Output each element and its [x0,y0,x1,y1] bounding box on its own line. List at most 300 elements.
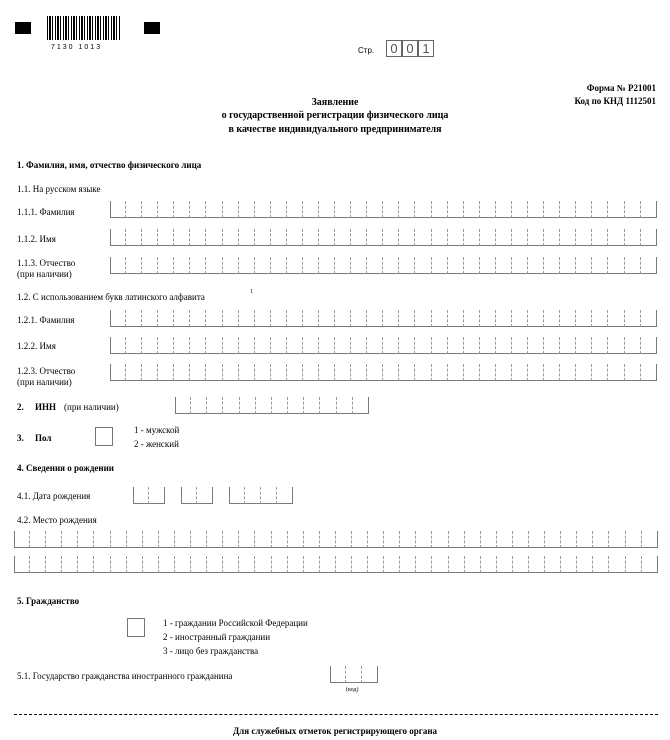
char-cell[interactable] [512,201,528,218]
char-cell[interactable] [415,337,431,354]
char-cell[interactable] [416,531,432,548]
char-cell[interactable] [529,531,545,548]
char-cell[interactable] [142,337,158,354]
char-cell[interactable] [432,201,448,218]
char-cell[interactable] [383,364,399,381]
char-cell[interactable] [367,337,383,354]
char-cell[interactable] [383,201,399,218]
char-cell[interactable] [272,397,288,414]
char-cell[interactable] [529,556,545,573]
page-number-cells[interactable] [386,40,434,57]
char-cell[interactable] [206,229,222,246]
char-cell[interactable] [320,556,336,573]
char-cell[interactable] [255,337,271,354]
char-cell[interactable] [174,201,190,218]
char-cell[interactable] [512,364,528,381]
char-cell[interactable] [561,531,577,548]
char-cell[interactable] [496,257,512,274]
char-cell[interactable] [415,229,431,246]
char-cell[interactable] [399,257,415,274]
char-cell[interactable] [362,666,378,683]
char-cell[interactable] [465,531,481,548]
birth-place-field-row2[interactable] [14,556,658,573]
char-cell[interactable] [353,397,369,414]
char-cell[interactable] [255,257,271,274]
char-cell[interactable] [30,556,46,573]
char-cell[interactable] [577,531,593,548]
char-cell[interactable] [126,229,142,246]
char-cell[interactable] [399,201,415,218]
char-cell[interactable] [175,397,191,414]
char-cell[interactable] [62,531,78,548]
char-cell[interactable] [288,556,304,573]
char-cell[interactable] [448,257,464,274]
char-cell[interactable] [335,337,351,354]
char-cell[interactable] [190,257,206,274]
char-cell[interactable] [592,201,608,218]
char-cell[interactable] [174,364,190,381]
char-cell[interactable] [288,531,304,548]
char-cell[interactable] [181,487,197,504]
foreign-state-code-field[interactable] [330,666,378,683]
char-cell[interactable] [277,487,293,504]
char-cell[interactable] [272,531,288,548]
char-cell[interactable] [576,337,592,354]
char-cell[interactable] [78,531,94,548]
char-cell[interactable] [592,310,608,327]
char-cell[interactable] [641,257,657,274]
char-cell[interactable] [223,364,239,381]
char-cell[interactable] [642,531,658,548]
char-cell[interactable] [287,257,303,274]
char-cell[interactable] [464,257,480,274]
char-cell[interactable] [415,257,431,274]
char-cell[interactable] [190,310,206,327]
char-cell[interactable] [62,556,78,573]
char-cell[interactable] [206,364,222,381]
char-cell[interactable] [143,556,159,573]
char-cell[interactable] [528,229,544,246]
char-cell[interactable] [625,337,641,354]
char-cell[interactable] [158,337,174,354]
char-cell[interactable] [207,397,223,414]
char-cell[interactable] [481,531,497,548]
char-cell[interactable] [191,556,207,573]
char-cell[interactable] [399,364,415,381]
char-cell[interactable] [303,201,319,218]
char-cell[interactable] [367,201,383,218]
char-cell[interactable] [544,229,560,246]
char-cell[interactable] [94,531,110,548]
char-cell[interactable] [271,201,287,218]
sex-field[interactable] [95,427,113,446]
char-cell[interactable] [528,364,544,381]
char-cell[interactable] [544,257,560,274]
char-cell[interactable] [190,364,206,381]
char-cell[interactable] [609,531,625,548]
char-cell[interactable] [111,531,127,548]
page-digit-cell[interactable] [402,40,418,57]
char-cell[interactable] [159,531,175,548]
char-cell[interactable] [223,337,239,354]
char-cell[interactable] [206,201,222,218]
char-cell[interactable] [513,531,529,548]
char-cell[interactable] [303,229,319,246]
char-cell[interactable] [206,337,222,354]
char-cell[interactable] [158,257,174,274]
char-cell[interactable] [496,229,512,246]
char-cell[interactable] [190,201,206,218]
char-cell[interactable] [400,531,416,548]
char-cell[interactable] [432,556,448,573]
char-cell[interactable] [399,310,415,327]
char-cell[interactable] [449,531,465,548]
char-cell[interactable] [256,397,272,414]
char-cell[interactable] [46,556,62,573]
char-cell[interactable] [481,556,497,573]
char-cell[interactable] [239,364,255,381]
char-cell[interactable] [528,257,544,274]
char-cell[interactable] [383,257,399,274]
char-cell[interactable] [449,556,465,573]
char-cell[interactable] [207,531,223,548]
char-cell[interactable] [545,556,561,573]
char-cell[interactable] [480,364,496,381]
char-cell[interactable] [175,556,191,573]
char-cell[interactable] [303,337,319,354]
name-ru-field[interactable] [110,229,657,246]
char-cell[interactable] [271,364,287,381]
char-cell[interactable] [303,364,319,381]
char-cell[interactable] [110,229,126,246]
char-cell[interactable] [544,201,560,218]
char-cell[interactable] [287,229,303,246]
char-cell[interactable] [319,337,335,354]
char-cell[interactable] [432,531,448,548]
char-cell[interactable] [303,257,319,274]
char-cell[interactable] [448,201,464,218]
name-lat-field[interactable] [110,337,657,354]
char-cell[interactable] [465,556,481,573]
char-cell[interactable] [14,531,30,548]
char-cell[interactable] [14,556,30,573]
char-cell[interactable] [303,310,319,327]
char-cell[interactable] [480,201,496,218]
char-cell[interactable] [544,337,560,354]
char-cell[interactable] [608,364,624,381]
page-digit-cell[interactable] [418,40,434,57]
char-cell[interactable] [110,310,126,327]
char-cell[interactable] [351,229,367,246]
char-cell[interactable] [545,531,561,548]
char-cell[interactable] [158,229,174,246]
char-cell[interactable] [336,556,352,573]
char-cell[interactable] [528,337,544,354]
char-cell[interactable] [261,487,277,504]
char-cell[interactable] [127,531,143,548]
char-cell[interactable] [496,310,512,327]
char-cell[interactable] [464,310,480,327]
char-cell[interactable] [240,397,256,414]
char-cell[interactable] [641,337,657,354]
char-cell[interactable] [229,487,245,504]
char-cell[interactable] [592,229,608,246]
char-cell[interactable] [641,364,657,381]
char-cell[interactable] [239,310,255,327]
char-cell[interactable] [351,257,367,274]
char-cell[interactable] [480,337,496,354]
page-digit-cell[interactable] [386,40,402,57]
char-cell[interactable] [320,531,336,548]
char-cell[interactable] [126,257,142,274]
char-cell[interactable] [497,531,513,548]
char-cell[interactable] [158,201,174,218]
char-cell[interactable] [223,201,239,218]
char-cell[interactable] [367,229,383,246]
char-cell[interactable] [641,310,657,327]
char-cell[interactable] [496,337,512,354]
char-cell[interactable] [272,556,288,573]
char-cell[interactable] [480,229,496,246]
char-cell[interactable] [149,487,165,504]
char-cell[interactable] [287,310,303,327]
char-cell[interactable] [239,229,255,246]
char-cell[interactable] [110,201,126,218]
char-cell[interactable] [319,257,335,274]
char-cell[interactable] [158,364,174,381]
char-cell[interactable] [110,337,126,354]
char-cell[interactable] [593,556,609,573]
char-cell[interactable] [560,201,576,218]
char-cell[interactable] [271,229,287,246]
char-cell[interactable] [544,310,560,327]
char-cell[interactable] [448,310,464,327]
char-cell[interactable] [304,531,320,548]
char-cell[interactable] [496,201,512,218]
char-cell[interactable] [319,310,335,327]
patronymic-lat-field[interactable] [110,364,657,381]
char-cell[interactable] [271,257,287,274]
char-cell[interactable] [625,310,641,327]
char-cell[interactable] [641,229,657,246]
char-cell[interactable] [319,201,335,218]
char-cell[interactable] [287,337,303,354]
char-cell[interactable] [191,397,207,414]
char-cell[interactable] [255,531,271,548]
char-cell[interactable] [544,364,560,381]
char-cell[interactable] [367,257,383,274]
char-cell[interactable] [464,364,480,381]
char-cell[interactable] [127,556,143,573]
patronymic-ru-field[interactable] [110,257,657,274]
char-cell[interactable] [626,531,642,548]
char-cell[interactable] [368,531,384,548]
char-cell[interactable] [497,556,513,573]
char-cell[interactable] [576,201,592,218]
char-cell[interactable] [207,556,223,573]
char-cell[interactable] [190,337,206,354]
inn-field[interactable] [175,397,369,414]
char-cell[interactable] [608,201,624,218]
char-cell[interactable] [206,310,222,327]
char-cell[interactable] [126,364,142,381]
char-cell[interactable] [626,556,642,573]
surname-lat-field[interactable] [110,310,657,327]
char-cell[interactable] [174,229,190,246]
char-cell[interactable] [464,337,480,354]
char-cell[interactable] [142,229,158,246]
char-cell[interactable] [512,229,528,246]
char-cell[interactable] [625,201,641,218]
char-cell[interactable] [399,229,415,246]
char-cell[interactable] [448,364,464,381]
char-cell[interactable] [197,487,213,504]
char-cell[interactable] [608,337,624,354]
char-cell[interactable] [512,310,528,327]
char-cell[interactable] [352,531,368,548]
char-cell[interactable] [528,310,544,327]
char-cell[interactable] [560,257,576,274]
char-cell[interactable] [110,364,126,381]
char-cell[interactable] [464,229,480,246]
char-cell[interactable] [432,229,448,246]
char-cell[interactable] [336,531,352,548]
char-cell[interactable] [239,337,255,354]
char-cell[interactable] [496,364,512,381]
char-cell[interactable] [239,257,255,274]
char-cell[interactable] [593,531,609,548]
char-cell[interactable] [641,201,657,218]
birth-day-field[interactable] [133,487,165,504]
char-cell[interactable] [143,531,159,548]
char-cell[interactable] [126,337,142,354]
char-cell[interactable] [480,257,496,274]
char-cell[interactable] [448,229,464,246]
char-cell[interactable] [133,487,149,504]
char-cell[interactable] [432,364,448,381]
char-cell[interactable] [528,201,544,218]
char-cell[interactable] [335,257,351,274]
char-cell[interactable] [383,337,399,354]
char-cell[interactable] [352,556,368,573]
char-cell[interactable] [30,531,46,548]
char-cell[interactable] [335,201,351,218]
char-cell[interactable] [432,337,448,354]
char-cell[interactable] [368,556,384,573]
char-cell[interactable] [46,531,62,548]
char-cell[interactable] [78,556,94,573]
char-cell[interactable] [255,310,271,327]
char-cell[interactable] [576,310,592,327]
char-cell[interactable] [335,229,351,246]
char-cell[interactable] [415,364,431,381]
char-cell[interactable] [223,310,239,327]
char-cell[interactable] [642,556,658,573]
char-cell[interactable] [560,310,576,327]
char-cell[interactable] [561,556,577,573]
char-cell[interactable] [609,556,625,573]
char-cell[interactable] [288,397,304,414]
char-cell[interactable] [111,556,127,573]
char-cell[interactable] [400,556,416,573]
char-cell[interactable] [304,556,320,573]
char-cell[interactable] [223,257,239,274]
char-cell[interactable] [480,310,496,327]
char-cell[interactable] [513,556,529,573]
char-cell[interactable] [126,201,142,218]
birth-year-field[interactable] [229,487,293,504]
char-cell[interactable] [271,310,287,327]
char-cell[interactable] [174,257,190,274]
char-cell[interactable] [512,257,528,274]
char-cell[interactable] [206,257,222,274]
char-cell[interactable] [576,364,592,381]
char-cell[interactable] [142,310,158,327]
char-cell[interactable] [245,487,261,504]
char-cell[interactable] [432,257,448,274]
birth-month-field[interactable] [181,487,213,504]
char-cell[interactable] [175,531,191,548]
char-cell[interactable] [592,337,608,354]
char-cell[interactable] [304,397,320,414]
char-cell[interactable] [190,229,206,246]
char-cell[interactable] [126,310,142,327]
birth-place-field-row1[interactable] [14,531,658,548]
char-cell[interactable] [399,337,415,354]
char-cell[interactable] [367,364,383,381]
char-cell[interactable] [448,337,464,354]
char-cell[interactable] [330,666,346,683]
citizenship-field[interactable] [127,618,145,637]
char-cell[interactable] [255,364,271,381]
char-cell[interactable] [337,397,353,414]
char-cell[interactable] [608,257,624,274]
char-cell[interactable] [608,310,624,327]
char-cell[interactable] [142,201,158,218]
char-cell[interactable] [384,531,400,548]
char-cell[interactable] [464,201,480,218]
char-cell[interactable] [416,556,432,573]
char-cell[interactable] [320,397,336,414]
char-cell[interactable] [223,531,239,548]
char-cell[interactable] [432,310,448,327]
char-cell[interactable] [271,337,287,354]
char-cell[interactable] [625,257,641,274]
char-cell[interactable] [191,531,207,548]
char-cell[interactable] [159,556,175,573]
surname-ru-field[interactable] [110,201,657,218]
char-cell[interactable] [560,229,576,246]
char-cell[interactable] [625,229,641,246]
char-cell[interactable] [351,310,367,327]
char-cell[interactable] [94,556,110,573]
char-cell[interactable] [223,556,239,573]
char-cell[interactable] [351,337,367,354]
char-cell[interactable] [174,337,190,354]
char-cell[interactable] [592,257,608,274]
char-cell[interactable] [142,364,158,381]
char-cell[interactable] [383,229,399,246]
char-cell[interactable] [335,364,351,381]
char-cell[interactable] [560,364,576,381]
char-cell[interactable] [625,364,641,381]
char-cell[interactable] [239,201,255,218]
char-cell[interactable] [512,337,528,354]
char-cell[interactable] [351,201,367,218]
char-cell[interactable] [255,201,271,218]
char-cell[interactable] [346,666,362,683]
char-cell[interactable] [351,364,367,381]
